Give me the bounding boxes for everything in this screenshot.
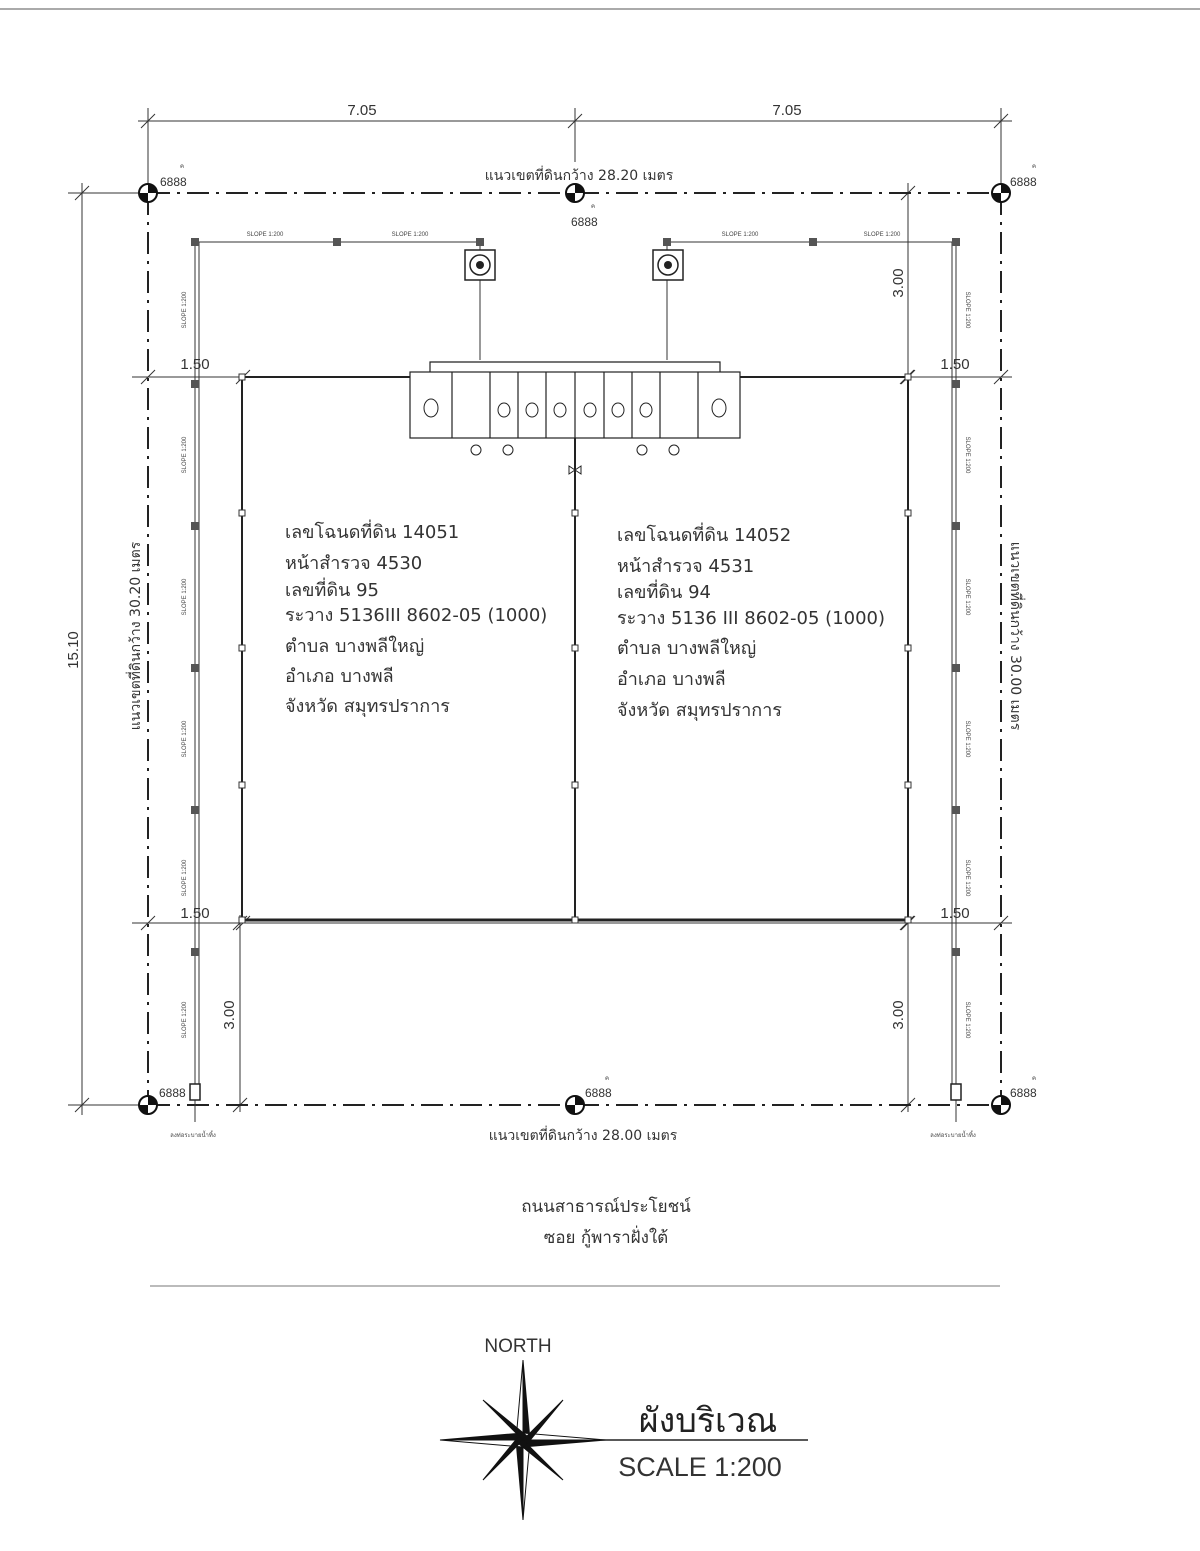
drain-outlet-label: ลงท่อระบายน้ำทิ้ง <box>930 1133 976 1139</box>
parcel-district: อำเภอ บางพลี <box>285 666 394 687</box>
outlet-valve <box>951 1084 961 1100</box>
toilet-block <box>410 362 740 438</box>
parcel-deed: เลขโฉนดที่ดิน 14051 <box>285 522 460 543</box>
slope-label: SLOPE 1:200 <box>964 291 970 329</box>
marker-code: 6888 <box>1010 1086 1037 1100</box>
boundary-marker <box>139 164 187 202</box>
boundary-label-top: แนวเขตที่ดินกว้าง 28.20 เมตร <box>484 168 674 184</box>
slope-label: SLOPE 1:200 <box>964 436 970 474</box>
dim-left-total: 15.10 <box>65 631 82 669</box>
boundary-marker <box>139 1086 186 1114</box>
septic-tank-icon <box>653 250 683 280</box>
road-soi: ซอย กู้พาราฝั่งใต้ <box>543 1228 669 1248</box>
marker-code: 6888 <box>160 175 187 189</box>
boundary-marker <box>992 1076 1037 1114</box>
marker-letter: ค <box>1032 164 1037 170</box>
outlet-valve <box>190 1084 200 1100</box>
boundary-marker <box>992 164 1037 202</box>
parcel-info-right <box>617 522 885 721</box>
drain-outlet-label: ลงท่อระบายน้ำทิ้ง <box>170 1133 216 1139</box>
marker-letter: ค <box>591 204 596 210</box>
slope-label: SLOPE 1:200 <box>721 232 759 238</box>
north-arrow-icon <box>440 1360 606 1520</box>
boundary-label-right: แนวเขตที่ดินกว้าง 30.00 เมตร <box>1007 541 1023 731</box>
setback-bottom-left: 1.50 <box>180 905 210 922</box>
slope-label: SLOPE 1:200 <box>182 1001 188 1039</box>
north-label: NORTH <box>484 1336 552 1357</box>
boundary-label-bottom: แนวเขตที่ดินกว้าง 28.00 เมตร <box>488 1128 678 1144</box>
marker-code: 6888 <box>1010 175 1037 189</box>
parcel-survey: หน้าสำรวจ 4531 <box>617 556 755 577</box>
parcel-district: อำเภอ บางพลี <box>617 669 726 690</box>
slope-label: SLOPE 1:200 <box>182 720 188 758</box>
setback-top-left: 1.50 <box>180 356 210 373</box>
parcel-info-left <box>285 519 547 717</box>
slope-label: SLOPE 1:200 <box>182 291 188 329</box>
setback-top-right: 1.50 <box>940 356 970 373</box>
parcel-land-no: เลขที่ดิน 94 <box>617 582 711 603</box>
parcel-map-sheet: ระวาง 5136III 8602-05 (1000) <box>285 605 548 626</box>
dim-top-right: 7.05 <box>772 102 802 119</box>
slope-label: SLOPE 1:200 <box>964 859 970 897</box>
dim-rear-left: 3.00 <box>221 1000 238 1030</box>
marker-code: 6888 <box>159 1086 186 1100</box>
road-name: ถนนสาธารณ์ประโยชน์ <box>521 1197 691 1217</box>
drawing-scale: SCALE 1:200 <box>618 1452 782 1482</box>
parcel-deed: เลขโฉนดที่ดิน 14052 <box>617 525 792 546</box>
boundary-marker <box>566 1076 612 1114</box>
marker-code: 6888 <box>585 1086 612 1100</box>
marker-letter: ค <box>180 164 185 170</box>
parcel-province: จังหวัด สมุทรปราการ <box>617 700 782 721</box>
slope-label: SLOPE 1:200 <box>182 436 188 474</box>
parcel-map-sheet: ระวาง 5136 III 8602-05 (1000) <box>617 608 886 629</box>
dim-top-left: 7.05 <box>347 102 377 119</box>
slope-label: SLOPE 1:200 <box>246 232 284 238</box>
slope-label: SLOPE 1:200 <box>182 578 188 616</box>
drawing-title: ผังบริเวณ <box>638 1401 778 1441</box>
parcel-subdistrict: ตำบล บางพลีใหญ่ <box>285 636 425 657</box>
slope-label: SLOPE 1:200 <box>964 578 970 616</box>
marker-code: 6888 <box>571 215 598 229</box>
slope-label: SLOPE 1:200 <box>964 1001 970 1039</box>
marker-letter: ค <box>605 1076 610 1082</box>
boundary-marker <box>566 184 598 229</box>
marker-letter: ค <box>1032 1076 1037 1082</box>
parcel-province: จังหวัด สมุทรปราการ <box>285 696 450 717</box>
slope-label: SLOPE 1:200 <box>182 859 188 897</box>
parcel-land-no: เลขที่ดิน 95 <box>285 580 379 601</box>
septic-tank-icon <box>465 250 495 280</box>
parcel-survey: หน้าสำรวจ 4530 <box>285 553 423 574</box>
parcel-subdistrict: ตำบล บางพลีใหญ่ <box>617 638 757 659</box>
slope-label: SLOPE 1:200 <box>391 232 429 238</box>
dim-front-right: 3.00 <box>890 268 907 298</box>
setback-bottom-right: 1.50 <box>940 905 970 922</box>
dim-rear-right: 3.00 <box>890 1000 907 1030</box>
slope-label: SLOPE 1:200 <box>964 720 970 758</box>
slope-label: SLOPE 1:200 <box>863 232 901 238</box>
boundary-label-left: แนวเขตที่ดินกว้าง 30.20 เมตร <box>128 541 144 731</box>
